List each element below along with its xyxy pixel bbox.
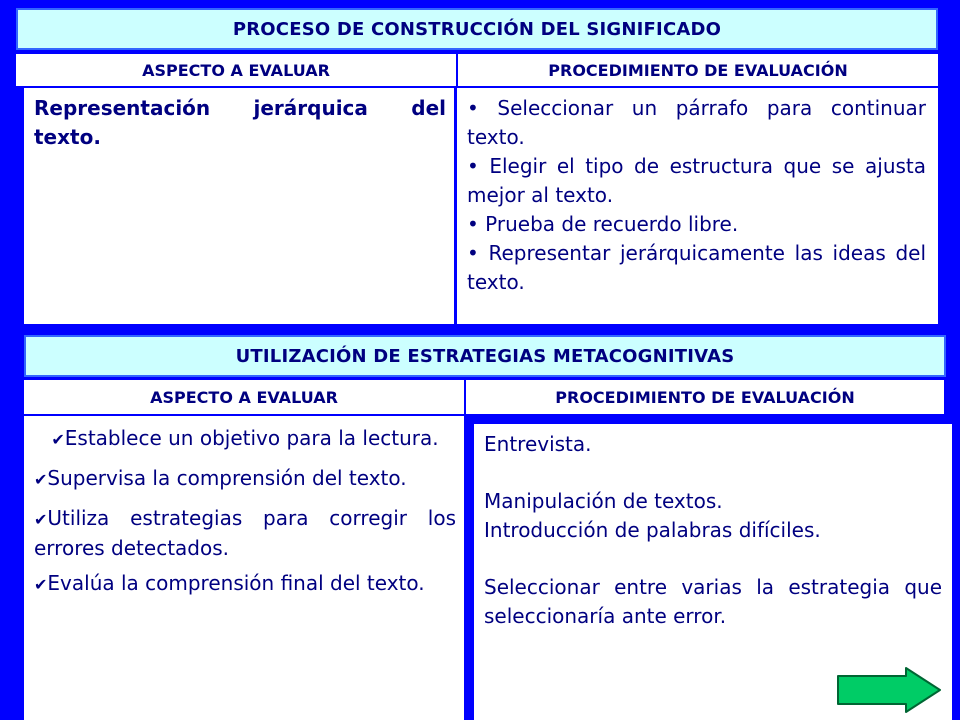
section2-col2-header: PROCEDIMIENTO DE EVALUACIÓN [466,380,944,414]
checkmark-icon: ✔ [51,430,65,449]
section1-aspect-text: Representación jerárquica del texto. [34,96,446,149]
section1-aspect-cell [24,88,454,324]
bullet-icon: • [467,212,479,236]
section1-col2-header: PROCEDIMIENTO DE EVALUACIÓN [458,54,938,86]
list-item: Manipulación de textos. [484,489,723,513]
section2-title [24,335,946,377]
list-item: • Elegir el tipo de estructura que se ajusta mejor al texto. [467,154,927,207]
list-item: • Seleccionar un párrafo para continuar texto. [467,96,927,149]
list-item: ✔Establece un objetivo para la lectura. [51,426,439,450]
list-item: • Representar jerárquicamente las ideas del texto. [467,241,927,294]
bullet-icon: • [467,96,479,120]
list-item: ✔Supervisa la comprensión del texto. [34,466,407,490]
section1-title-text: PROCESO DE CONSTRUCCIÓN DEL SIGNIFICADO [232,18,722,40]
list-item: • Prueba de recuerdo libre. [467,212,739,236]
bullet-icon: • [467,154,479,178]
list-item: Seleccionar entre varias la estrategia que seleccionaría ante error. [484,575,942,628]
right-arrow-icon [836,666,944,714]
next-slide-button[interactable] [836,666,944,714]
list-item: ✔Utiliza estrategias para corregir los errores detectados. [34,506,456,560]
checkmark-icon: ✔ [34,470,48,489]
checkmark-icon: ✔ [34,510,48,529]
section1-procedures-cell [457,88,938,324]
section2-aspects-cell [24,416,464,720]
section2-col1-header: ASPECTO A EVALUAR [24,380,464,414]
list-item: Entrevista. [484,432,592,456]
list-item: Introducción de palabras difíciles. [484,518,821,542]
checkmark-icon: ✔ [34,575,48,594]
section2-title-text: UTILIZACIÓN DE ESTRATEGIAS METACOGNITIVAS [235,345,735,367]
bullet-icon: • [467,241,479,265]
list-item: ✔Evalúa la comprensión final del texto. [34,571,425,595]
section1-col1-header: ASPECTO A EVALUAR [16,54,456,86]
section1-title [16,8,938,50]
